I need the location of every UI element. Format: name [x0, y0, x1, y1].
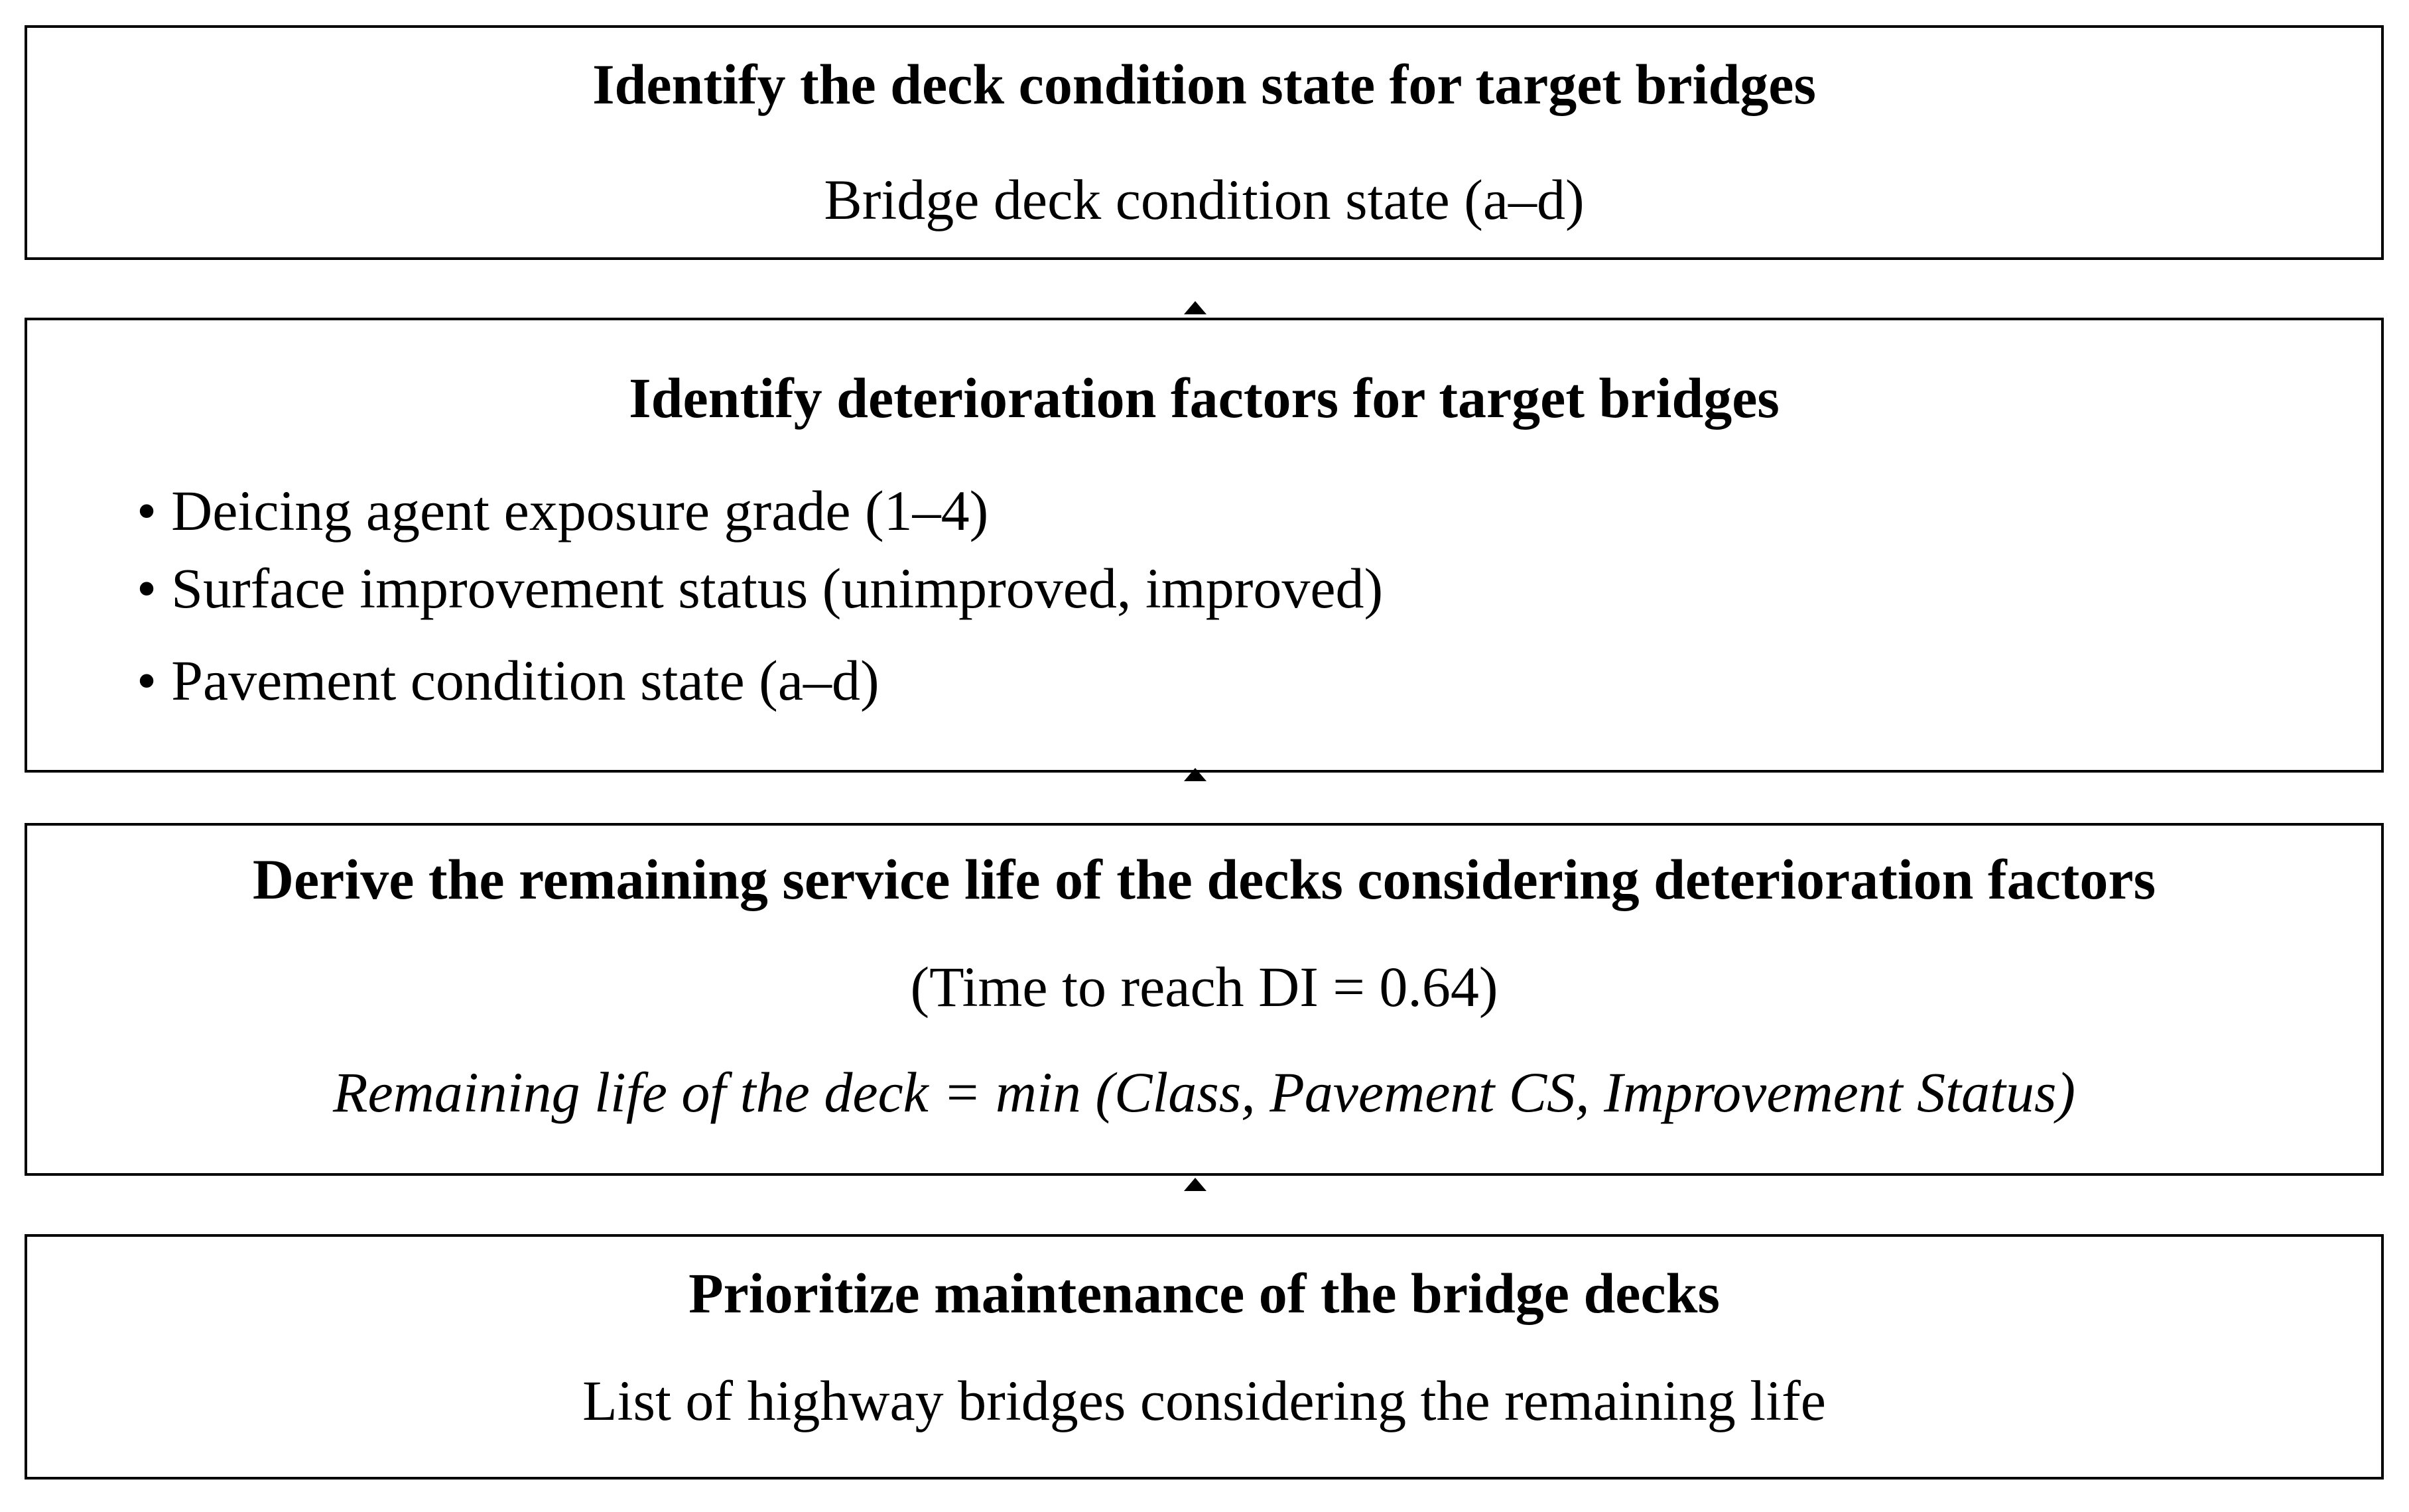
arrow-up-icon [1184, 768, 1206, 781]
step-3-formula: Remaining life of the deck = min (Class, Pavement CS, Improvement Status) [332, 1060, 2076, 1124]
step-3-box [25, 823, 2384, 1176]
step-1-detail: Bridge deck condition state (a–d) [824, 168, 1585, 231]
list-item [137, 556, 1384, 620]
step-2-title: Identify deterioration factors for target bridges [629, 366, 1780, 430]
step-4-title: Prioritize maintenance of the bridge decks [688, 1261, 1720, 1325]
bullet-icon: • [137, 556, 157, 620]
arrow-up-icon [1184, 1178, 1206, 1191]
arrow-up-icon [1184, 301, 1206, 314]
bullet-icon: • [137, 479, 157, 542]
step-2-box [25, 318, 2384, 773]
step-1-title: Identify the deck condition state for target bridges [592, 52, 1816, 116]
step-4-detail: List of highway bridges considering the remaining life [582, 1369, 1826, 1432]
list-item-text: Surface improvement status (unimproved, improved) [171, 556, 1384, 620]
list-item [137, 649, 879, 712]
step-3-detail: (Time to reach DI = 0.64) [910, 955, 1498, 1019]
list-item-text: Pavement condition state (a–d) [171, 649, 879, 712]
list-item [137, 479, 989, 542]
step-4-box [25, 1234, 2384, 1480]
step-3-title: Derive the remaining service life of the decks considering deterioration factors [252, 848, 2156, 911]
bullet-icon: • [137, 649, 157, 712]
step-1-box [25, 25, 2384, 260]
list-item-text: Deicing agent exposure grade (1–4) [171, 479, 989, 542]
